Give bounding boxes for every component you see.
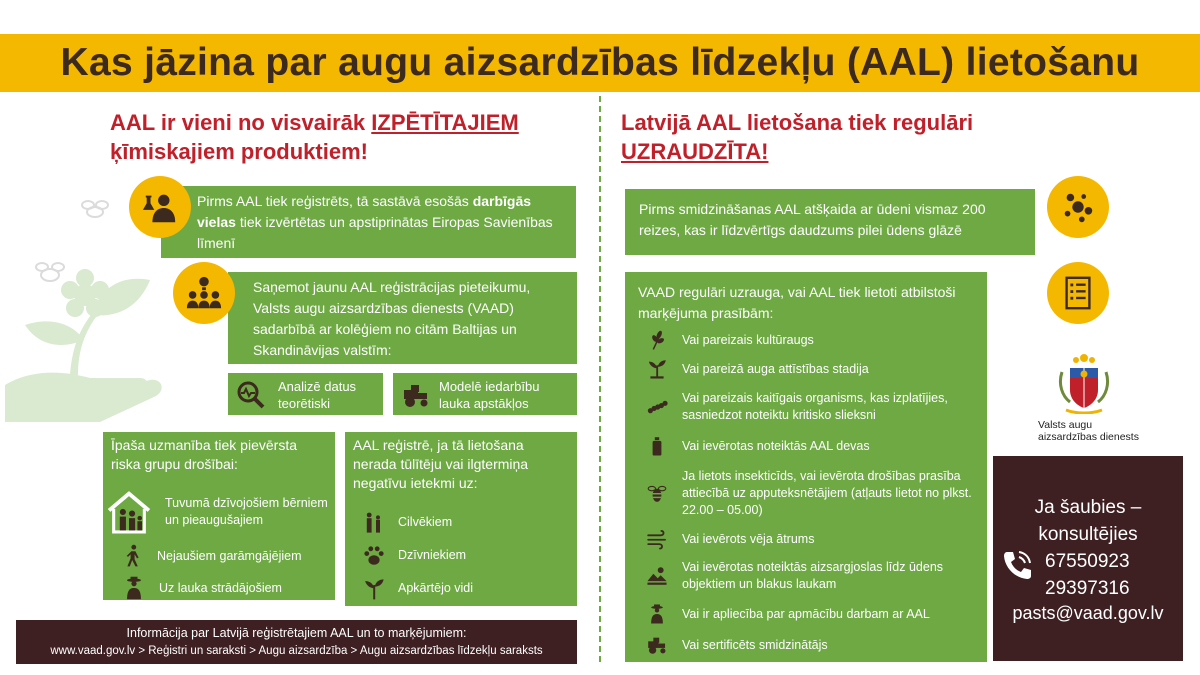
checklist-icon	[1047, 262, 1109, 324]
footer-line: Informācija par Latvijā reģistrētajiem AAL un to marķējumiem:	[126, 626, 467, 640]
wheat-icon	[646, 329, 668, 351]
check-label: Vai pareizais kaitīgais organisms, kas izplatījies, sasniedzot noteiktu kritisko slieksni	[682, 391, 948, 422]
check-label: Vai ievērotas noteiktās aizsargjoslas līdz ūdens objektiem un blakus laukam	[682, 560, 944, 591]
list-item-label: Cilvēkiem	[398, 515, 453, 529]
logo-line: Valsts augu	[1038, 419, 1093, 431]
contact-panel	[993, 456, 1183, 661]
pedestrian-icon	[121, 544, 145, 568]
vaad-logo	[988, 342, 1186, 458]
list-item	[362, 506, 572, 539]
bottle-icon	[646, 435, 668, 457]
list-item-label: Nejaušiem garāmgājējiem	[157, 548, 302, 563]
analyse-data-box	[228, 373, 383, 415]
scientist-icon	[129, 176, 191, 238]
list-item	[646, 326, 982, 354]
phone-icon	[1001, 548, 1035, 582]
list-item	[646, 630, 982, 660]
list-item	[646, 462, 982, 524]
left-headline	[110, 108, 590, 166]
team-idea-icon	[173, 262, 235, 324]
logo-line: aizsardzības dienests	[1038, 431, 1139, 443]
list-item	[362, 539, 572, 572]
box-text: tiek izvērtētas un apstiprinātas Eiropas Savienības līmenī	[197, 214, 553, 251]
registration-box	[228, 272, 577, 364]
phone-numbers	[1045, 548, 1130, 602]
magnifier-chart-icon	[236, 380, 266, 410]
wind-icon	[646, 528, 668, 550]
check-label: Ja lietots insekticīds, vai ievērota drošības prasība attiecībā uz apputeksnētājiem (atļauts lietot no plkst. 22.00 – 05.00)	[682, 468, 972, 517]
right-headline-text: Latvijā AAL lietošana tiek regulāri	[621, 110, 974, 135]
list-item	[646, 598, 982, 630]
monitoring-title: VAAD regulāri uzrauga, vai AAL tiek lietoti atbilstoši marķējuma prasībām:	[638, 284, 956, 321]
list-item	[646, 384, 982, 430]
impact-title: AAL reģistrē, ja tā lietošana nerada tūlītēju vai ilgtermiņa negatīvu ietekmi uz:	[353, 437, 529, 491]
list-item	[646, 430, 982, 462]
list-item	[362, 572, 572, 605]
droplets-icon	[1047, 176, 1109, 238]
coat-of-arms-icon	[1056, 352, 1112, 414]
sub-label: Modelē iedarbību lauka apstākļos	[439, 379, 540, 411]
footer-link-path: www.vaad.gov.lv > Reģistri un saraksti > Augu aizsardzība > Augu aizsardzības līdzekļu saraksts	[50, 645, 543, 657]
list-item-label: Apkārtējo vidi	[398, 581, 474, 595]
house-family-icon	[105, 489, 153, 535]
caterpillar-icon	[646, 396, 668, 418]
sprayer-tractor-icon	[646, 634, 668, 656]
paw-icon	[362, 544, 386, 568]
people-icon	[362, 511, 386, 535]
check-label: Vai ir apliecība par apmācību darbam ar AAL	[682, 606, 930, 621]
column-divider	[599, 96, 601, 662]
page-title: Kas jāzina par augu aizsardzības līdzekļu (AAL) lietošanu	[60, 41, 1140, 84]
check-label: Vai pareizais kultūraugs	[682, 332, 814, 347]
contact-headline	[993, 494, 1183, 548]
risk-list	[105, 483, 333, 605]
list-item	[646, 354, 982, 384]
impact-list	[362, 506, 572, 605]
risk-title: Īpaša uzmanība tiek pievērsta riska grupu drošībai:	[111, 437, 297, 472]
monitoring-checklist	[646, 326, 982, 660]
sprout-icon	[646, 358, 668, 380]
sub-label: Analizē datus teorētiski	[278, 379, 357, 411]
box-text: Pirms AAL tiek reģistrēts, tā sastāvā esošās	[197, 193, 473, 209]
list-item	[646, 524, 982, 554]
left-headline-text: AAL ir vieni no visvairāk	[110, 110, 372, 135]
substance-evaluation-box	[161, 186, 576, 258]
right-headline-emphasis: UZRAUDZĪTA!	[621, 139, 769, 164]
seedling-icon	[362, 577, 386, 601]
contact-line: konsultējies	[1038, 524, 1138, 545]
contact-line: Ja šaubies –	[1034, 497, 1142, 518]
trained-farmer-icon	[646, 603, 668, 625]
check-label: Vai ievērots vēja ātrums	[682, 531, 815, 546]
list-item	[105, 571, 333, 605]
model-effect-box	[393, 373, 577, 415]
check-label: Vai pareizā auga attīstības stadija	[682, 361, 869, 376]
check-label: Vai sertificēts smidzinātājs	[682, 637, 828, 652]
register-info-footer	[16, 620, 577, 664]
left-headline-emphasis: IZPĒTĪTAJIEM	[371, 110, 519, 135]
bee-icon	[646, 482, 668, 504]
check-label: Vai ievērotas noteiktās AAL devas	[682, 438, 870, 453]
list-item-label: Uz lauka strādājošiem	[159, 580, 282, 595]
box-text: Saņemot jaunu AAL reģistrācijas pieteikumu, Valsts augu aizsardzības dienests (VAAD) sadarbībā ar kolēģiem no citām Baltijas un Skandināvijas valstīm:	[253, 279, 531, 358]
email-link[interactable]: pasts@vaad.gov.lv	[1012, 603, 1164, 623]
list-item	[105, 483, 333, 541]
list-item	[646, 554, 982, 598]
right-headline	[621, 108, 1041, 166]
farmer-icon	[121, 575, 147, 601]
list-item	[105, 541, 333, 571]
field-water-icon	[646, 565, 668, 587]
phone-number[interactable]: 67550923	[1045, 551, 1130, 572]
box-text-bold: darbīgās vielas	[197, 193, 532, 230]
logo-text	[1038, 419, 1139, 443]
left-headline-text-2: ķīmiskajiem produktiem!	[110, 139, 368, 164]
tractor-icon	[401, 380, 431, 410]
list-item-label: Dzīvniekiem	[398, 548, 467, 562]
list-item-label: Tuvumā dzīvojošiem bērniem un pieaugušajiem	[165, 496, 328, 527]
box-text: Pirms smidzināšanas AAL atšķaida ar ūdeni vismaz 200 reizes, kas ir līdzvērtīgs daudzums pilei ūdens glāzē	[639, 201, 986, 238]
dilution-box	[625, 189, 1035, 255]
phone-number[interactable]: 29397316	[1045, 578, 1130, 599]
